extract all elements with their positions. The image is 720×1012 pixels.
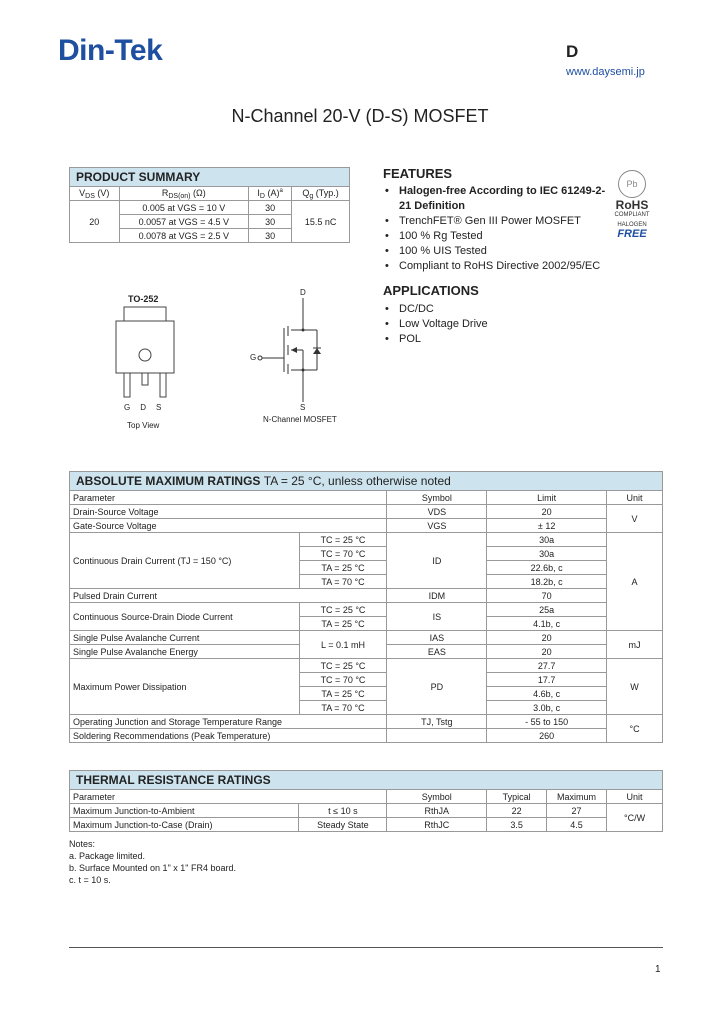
param-unit: A	[607, 533, 663, 631]
param-limit: 70	[487, 589, 607, 603]
param-limit: 260	[487, 729, 607, 743]
param-condition: L = 0.1 mH	[299, 631, 387, 659]
rohs-logo	[600, 170, 664, 240]
param-unit: °C/W	[607, 804, 663, 832]
page-number: 1	[655, 964, 661, 975]
source-label: S	[300, 403, 306, 412]
part-number: D	[566, 42, 579, 61]
param-name: Maximum Junction-to-Case (Drain)	[70, 818, 299, 832]
col-qg: $Q_g$ (Typ.)	[292, 187, 350, 201]
param-limit: 4.1b, c	[487, 617, 607, 631]
mosfet-symbol-icon	[255, 298, 325, 402]
gate-label: G	[250, 353, 257, 362]
param-limit: 20	[487, 505, 607, 519]
param-condition: TA = 25 °C	[299, 617, 387, 631]
param-condition: TA = 25 °C	[299, 687, 387, 701]
thermal-resistance-table	[69, 770, 663, 832]
param-name: Drain-Source Voltage	[70, 505, 387, 519]
features-list	[383, 184, 613, 274]
param-name: Operating Junction and Storage Temperature Range	[70, 715, 387, 729]
schematic-label: N-Channel MOSFET	[263, 415, 337, 424]
website-link[interactable]: www.daysemi.jp	[566, 66, 645, 78]
feature-item: • Compliant to RoHS Directive 2002/95/EC	[383, 259, 613, 274]
param-condition: TC = 25 °C	[299, 603, 387, 617]
rds-value: 0.0078 at VGS = 2.5 V	[119, 229, 248, 243]
col-unit: Unit	[607, 491, 663, 505]
amr-title: ABSOLUTE MAXIMUM RATINGS	[76, 474, 261, 488]
qg-value: 15.5 nC	[292, 201, 350, 243]
notes	[69, 838, 236, 886]
applications-list	[383, 302, 583, 347]
col-id: $I_D$ $(A)^a$	[249, 187, 292, 201]
drain-label: D	[300, 288, 306, 297]
feature-item: • TrenchFET® Gen III Power MOSFET	[383, 214, 613, 229]
param-typical: 22	[487, 804, 547, 818]
param-symbol: RthJA	[387, 804, 487, 818]
param-name: Pulsed Drain Current	[70, 589, 387, 603]
col-unit: Unit	[607, 790, 663, 804]
col-limit: Limit	[487, 491, 607, 505]
halogen-text: HALOGEN	[617, 222, 647, 228]
param-condition: TC = 25 °C	[299, 659, 387, 673]
param-condition: t ≤ 10 s	[299, 804, 387, 818]
col-symbol: Symbol	[387, 790, 487, 804]
param-symbol: RthJC	[387, 818, 487, 832]
product-summary-heading: PRODUCT SUMMARY	[70, 168, 350, 187]
param-limit: 17.7	[487, 673, 607, 687]
param-maximum: 27	[547, 804, 607, 818]
param-name: Maximum Power Dissipation	[70, 659, 300, 715]
param-condition: TA = 70 °C	[299, 575, 387, 589]
col-parameter: Parameter	[70, 491, 387, 505]
vds-value: 20	[70, 201, 120, 243]
applications-heading: APPLICATIONS	[383, 283, 479, 298]
col-rds: $R_{DS(on)}$ (Ω)	[119, 187, 248, 201]
param-name: Continuous Source-Drain Diode Current	[70, 603, 300, 631]
param-typical: 3.5	[487, 818, 547, 832]
param-limit: 20	[487, 645, 607, 659]
param-limit: 4.6b, c	[487, 687, 607, 701]
brand-logo: Din-Tek	[58, 34, 163, 67]
note-item: a. Package limited.	[69, 851, 146, 861]
param-name: Single Pulse Avalanche Energy	[70, 645, 300, 659]
param-condition: TC = 70 °C	[299, 673, 387, 687]
param-symbol: IDM	[387, 589, 487, 603]
param-symbol: EAS	[387, 645, 487, 659]
param-symbol: VDS	[387, 505, 487, 519]
param-limit: 30a	[487, 533, 607, 547]
param-name: Soldering Recommendations (Peak Temperature)	[70, 729, 387, 743]
param-unit: °C	[607, 715, 663, 743]
note-item: b. Surface Mounted on 1" x 1" FR4 board.	[69, 863, 236, 873]
lead-free-icon: Pb	[618, 170, 646, 198]
id-value: 30	[249, 229, 292, 243]
compliant-text: COMPLIANT	[614, 212, 650, 218]
param-condition: TA = 25 °C	[299, 561, 387, 575]
param-unit: mJ	[607, 631, 663, 659]
param-name: Continuous Drain Current (TJ = 150 °C)	[70, 533, 300, 589]
param-limit: 22.6b, c	[487, 561, 607, 575]
package-label: TO-252	[128, 294, 159, 304]
feature-item: • Halogen-free According to IEC 61249-2-21 Definition	[383, 184, 613, 214]
param-condition: TC = 70 °C	[299, 547, 387, 561]
param-limit: 18.2b, c	[487, 575, 607, 589]
param-limit: 25a	[487, 603, 607, 617]
param-limit: 30a	[487, 547, 607, 561]
param-condition: Steady State	[299, 818, 387, 832]
top-view-label: Top View	[127, 421, 160, 430]
rohs-text: RoHS	[615, 198, 649, 212]
to252-package-icon	[112, 305, 182, 405]
col-symbol: Symbol	[387, 491, 487, 505]
application-item: • POL	[383, 332, 583, 347]
param-symbol	[387, 729, 487, 743]
product-summary-table	[69, 167, 350, 243]
param-symbol: ID	[387, 533, 487, 589]
param-limit: 27.7	[487, 659, 607, 673]
absolute-max-ratings-table	[69, 471, 663, 743]
col-parameter: Parameter	[70, 790, 387, 804]
param-name: Gate-Source Voltage	[70, 519, 387, 533]
param-symbol: PD	[387, 659, 487, 715]
id-value: 30	[249, 201, 292, 215]
features-heading: FEATURES	[383, 166, 453, 181]
free-text: FREE	[617, 228, 647, 240]
col-maximum: Maximum	[547, 790, 607, 804]
param-symbol: IS	[387, 603, 487, 631]
notes-heading: Notes:	[69, 839, 96, 849]
amr-heading	[70, 472, 663, 491]
param-limit: 3.0b, c	[487, 701, 607, 715]
param-limit: 20	[487, 631, 607, 645]
id-value: 30	[249, 215, 292, 229]
feature-item: • 100 % UIS Tested	[383, 244, 613, 259]
param-condition: TC = 25 °C	[299, 533, 387, 547]
note-item: c. t = 10 s.	[69, 875, 111, 885]
param-condition: TA = 70 °C	[299, 701, 387, 715]
param-limit: - 55 to 150	[487, 715, 607, 729]
rds-value: 0.005 at VGS = 10 V	[119, 201, 248, 215]
param-symbol: TJ, Tstg	[387, 715, 487, 729]
param-name: Maximum Junction-to-Ambient	[70, 804, 299, 818]
col-typical: Typical	[487, 790, 547, 804]
page-title: N-Channel 20-V (D-S) MOSFET	[231, 106, 489, 126]
trr-heading: THERMAL RESISTANCE RATINGS	[70, 771, 663, 790]
param-unit: V	[607, 505, 663, 533]
footer-divider	[69, 947, 663, 948]
param-limit: ± 12	[487, 519, 607, 533]
param-unit: W	[607, 659, 663, 715]
feature-item: • 100 % Rg Tested	[383, 229, 613, 244]
param-name: Single Pulse Avalanche Current	[70, 631, 300, 645]
application-item: • DC/DC	[383, 302, 583, 317]
param-maximum: 4.5	[547, 818, 607, 832]
pin-labels: GDS	[124, 403, 172, 412]
col-vds: $V_{DS}$ (V)	[70, 187, 120, 201]
param-symbol: IAS	[387, 631, 487, 645]
application-item: • Low Voltage Drive	[383, 317, 583, 332]
amr-condition: TA = 25 °C, unless otherwise noted	[263, 474, 451, 488]
param-symbol: VGS	[387, 519, 487, 533]
rds-value: 0.0057 at VGS = 4.5 V	[119, 215, 248, 229]
